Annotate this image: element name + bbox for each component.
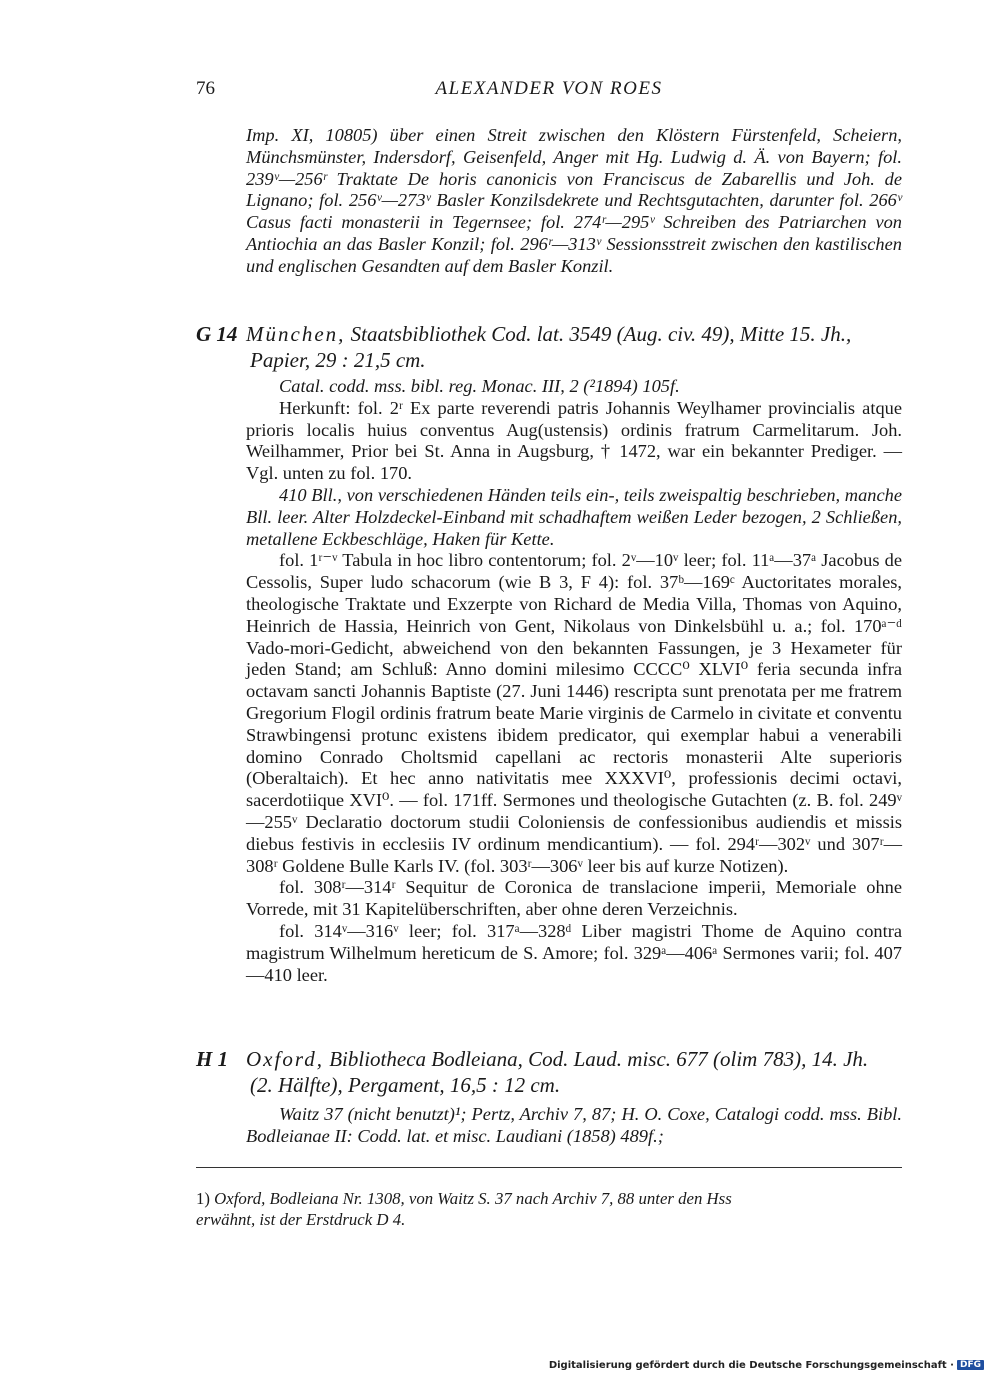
entry-place: München, [246,322,346,346]
entry-heading-h1 [196,1046,902,1098]
entry-place: Oxford, [246,1047,324,1071]
page-header [196,78,902,104]
footnote-divider [196,1167,902,1168]
footnote-text-line2: erwähnt, ist der Erstdruck D 4. [196,1210,406,1229]
footnote-number: 1) [196,1189,210,1208]
footnote-text-line1: Oxford, Bodleiana Nr. 1308, von Waitz S. 37 nach Archiv 7, 88 unter den Hss [209,1189,732,1208]
entry-body-g14 [246,376,902,986]
continuation-paragraph [246,125,902,278]
entry-heading-g14 [196,321,902,373]
entry-material: Papier, 29 : 21,5 cm. [250,348,426,372]
entry-shelfmark: Bibliotheca Bodleiana, Cod. Laud. misc. 677 (olim 783), 14. Jh. [323,1047,869,1071]
entry-siglum: G 14 [196,322,238,346]
continuation-text: Imp. XI, 10805) über einen Streit zwischen den Klöstern Fürstenfeld, Scheiern, Münchsmünster, Indersdorf, Geisenfeld, Anger mit Hg. Ludwig d. Ä. von Bayern; fol. 239ᵛ—256ʳ Traktate De horis canonicis von Franciscus de Zabarellis und Joh. de Lignano; fol. 256ᵛ—273ᵛ Basler Konzilsdekrete und Rechtsgutachten, darunter fol. 266ᵛ Casus facti monasterii in Tegernsee; fol. 274ʳ—295ᵛ Schreiben des Patriarchen von Antiochia an das Basler Konzil; fol. 296ʳ—313ᵛ Sessionsstreit zwischen den kastilischen und englischen Gesandten auf dem Basler Konzil. [246,125,902,276]
contents-memoriale: fol. 308ʳ—314ʳ Sequitur de Coronica de translacione imperii, Memoriale ohne Vorrede, mit 31 Kapitelüberschriften, aber ohne deren Verzeichnis. [246,877,902,920]
page-number: 76 [196,78,215,99]
provenance-paragraph: Herkunft: fol. 2ʳ Ex parte reverendi patris Johannis Weylhamer provincialis atque prioris localis huius conventus Aug(ustensis) ordinis fratrum Carmelitarum. Joh. Weilhammer, Prior bei St. Anna in Augsburg, † 1472, war ein bekannter Prediger. — Vgl. unten zu fol. 170. [246,397,902,484]
entry-material: (2. Hälfte), Pergament, 16,5 : 12 cm. [250,1073,561,1097]
contents-final: fol. 314ᵛ—316ᵛ leer; fol. 317ᵃ—328ᵈ Liber magistri Thome de Aquino contra magistrum Wilhelmum hereticum de S. Amore; fol. 329ᵃ—406ᵃ Sermones varii; fol. 407—410 leer. [246,920,902,985]
dfg-logo: DFG [957,1360,984,1370]
entry-shelfmark: Staatsbibliothek Cod. lat. 3549 (Aug. civ. 49), Mitte 15. Jh., [345,322,852,346]
physical-description: 410 Bll., von verschiedenen Händen teils ein-, teils zweispaltig beschrieben, manche Bll. leer. Alter Holzdeckel-Einband mit schadhaftem weißen Leder bezogen, 2 Schließen, metallene Eckbeschläge, Haken für Kette. [246,484,902,549]
digitization-credit [549,1360,984,1371]
contents-paragraph: fol. 1ʳ⁻ᵛ Tabula in hoc libro contentorum; fol. 2ᵛ—10ᵛ leer; fol. 11ᵃ—37ᵃ Jacobus de Cessolis, Super ludo schacorum (wie B 3, F 4): fol. 37ᵇ—169ᶜ Auctoritates morales, theologische Traktate und Exzerpte von Richard de Media Villa, Thomas von Aquino, Heinrich de Hassia, Heinrich von Gent, Nikolaus von Dinkelsbühl u. a.; fol. 170ᵃ⁻ᵈ Vado-mori-Gedicht, abweichend von den bekannten Fassungen, je 3 Hexameter für jeden Stand; am Schluß: Anno domini milesimo CCCC⁰ XLVI⁰ feria secunda infra octavam sancti Johannis Baptiste (27. Juni 1446) rescripta sunt prenotata per me fratrem Gregorium Flogil ordinis fratrum beate Marie virginis de Carmelo in civitate et conventu Strawbingensi protunc existens ibidem predicator, qui exemplar habui a venerabili domino Conrado Choltsmid capellani ac rectoris monasterii Alte superioris (Oberaltaich). Et hec anno nativitatis mee XXXVI⁰, professionis decimi octavi, sacerdotiique XVI⁰. — fol. 171ff. Sermones und theologische Gutachten (z. B. fol. 249ᵛ—255ᵛ Declaratio doctorum studii Coloniensis de confessionibus audiendis et missis diebus festivis in ecclesiis IV ordinum mendicantium). — fol. 294ʳ—302ᵛ und 307ʳ—308ʳ Goldene Bulle Karls IV. (fol. 303ʳ—306ᵛ leer bis auf kurze Notizen). [246,550,902,876]
footnote [196,1188,902,1230]
catalog-reference: Catal. codd. mss. bibl. reg. Monac. III, 2 (²1894) 105f. [279,376,680,396]
running-head: ALEXANDER VON ROES [435,78,663,99]
credit-text: Digitalisierung gefördert durch die Deutsche Forschungsgemeinschaft · [548,1360,954,1371]
entry-body-h1 [246,1104,902,1148]
literature-paragraph: Waitz 37 (nicht benutzt)¹; Pertz, Archiv 7, 87; H. O. Coxe, Catalogi codd. mss. Bibl. Bodleianae II: Codd. lat. et misc. Laudiani (1858) 489f.; [246,1104,902,1146]
entry-siglum: H 1 [196,1047,229,1071]
